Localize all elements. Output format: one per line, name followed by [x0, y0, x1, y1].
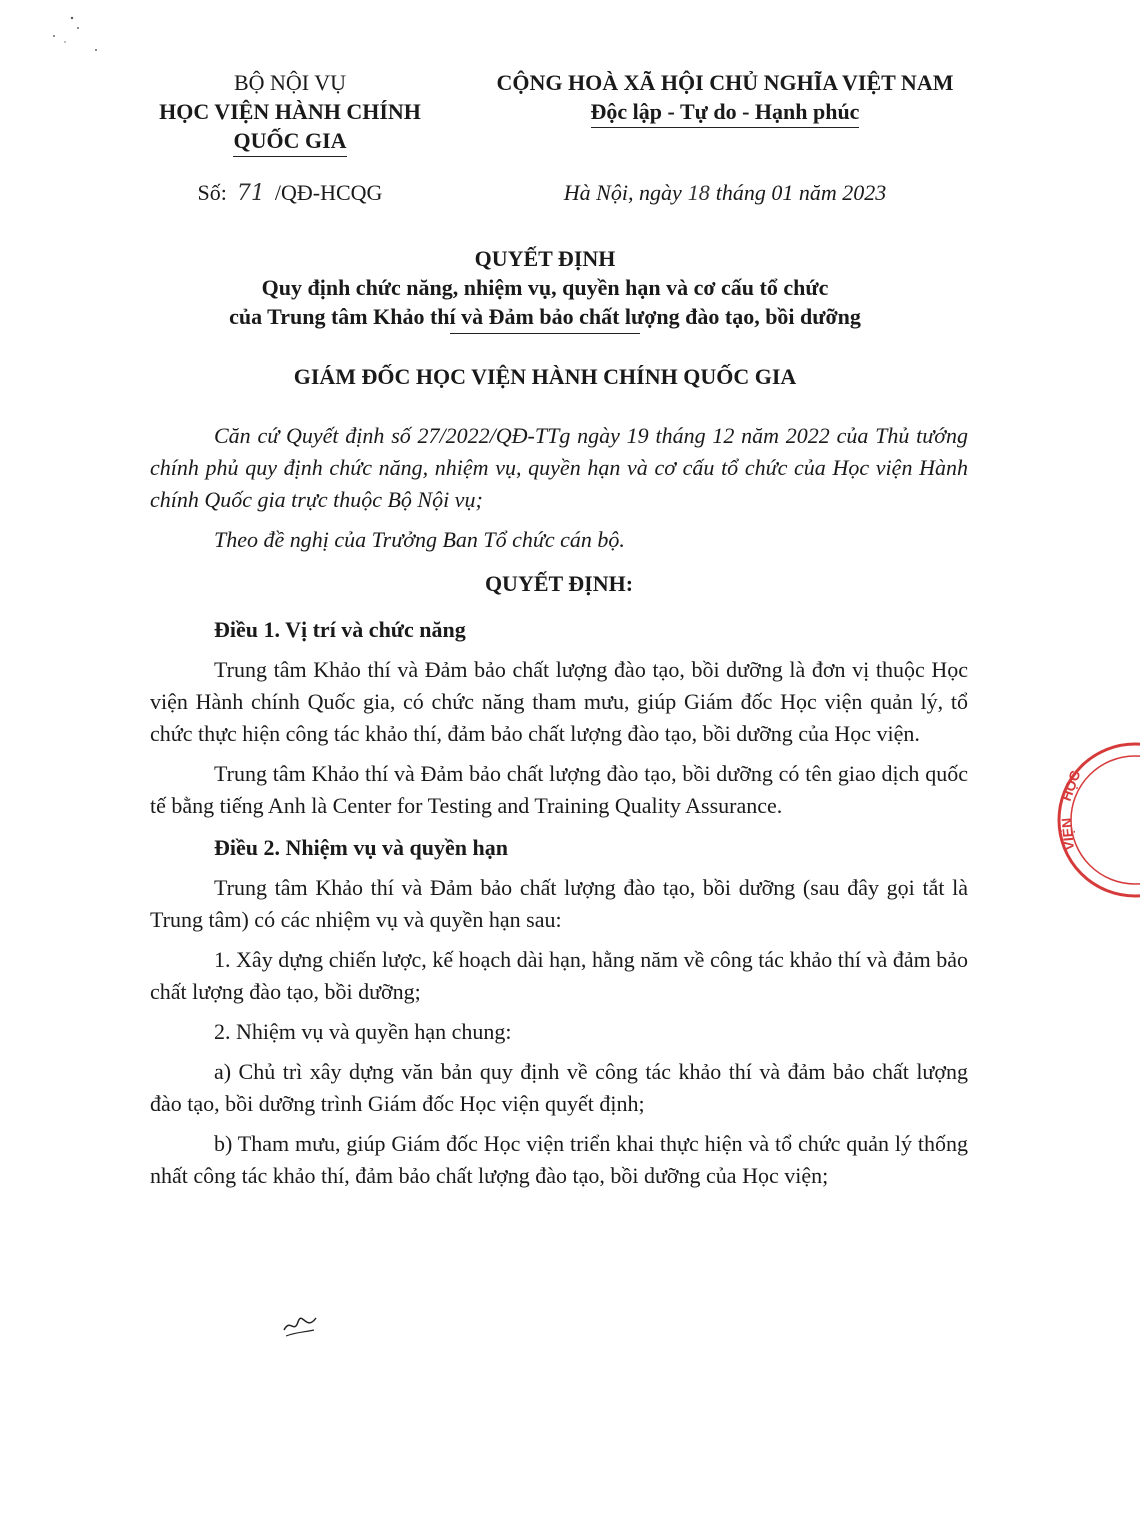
article-2-paragraph: Trung tâm Khảo thí và Đảm bảo chất lượng đào tạo, bồi dưỡng (sau đây gọi tắt là Trung tâm) có các nhiệm vụ và quyền hạn sau: [150, 875, 968, 932]
nation-name: CỘNG HOÀ XÃ HỘI CHỦ NGHĨA VIỆT NAM [496, 70, 954, 95]
doc-number-prefix: Số: [197, 180, 227, 205]
svg-text:VIỆN: VIỆN [1058, 817, 1077, 852]
scan-specks [30, 10, 110, 60]
document-type-heading: QUYẾT ĐỊNH [474, 246, 616, 271]
document-body [150, 420, 968, 1200]
place-and-date [470, 180, 980, 206]
decision-heading: QUYẾT ĐỊNH: [484, 571, 634, 596]
article-2-paragraph: 1. Xây dựng chiến lược, kế hoạch dài hạn, hằng năm về công tác khảo thí và đảm bảo chất lượng đào tạo, bồi dưỡng; [150, 947, 968, 1004]
place-date-part2: tháng 01 năm 2023 [715, 180, 887, 205]
issuing-authority-block [110, 68, 470, 157]
ministry-name: BỘ NỘI VỤ [233, 70, 347, 95]
preamble-basis: Căn cứ Quyết định số 27/2022/QĐ-TTg ngày 19 tháng 12 năm 2022 của Thủ tướng chính phủ quy định chức năng, nhiệm vụ, quyền hạn và cơ cấu tổ chức của Học viện Hành chính Quốc gia trực thuộc Bộ Nội vụ; [150, 423, 968, 512]
title-line1: Quy định chức năng, nhiệm vụ, quyền hạn và cơ cấu tổ chức [261, 275, 829, 300]
signing-authority-heading: GIÁM ĐỐC HỌC VIỆN HÀNH CHÍNH QUỐC GIA [293, 364, 797, 389]
article-1-title: Điều 1. Vị trí và chức năng [214, 617, 466, 642]
national-header-block [470, 68, 980, 128]
doc-number-handwritten: 71 [236, 181, 265, 206]
national-motto: Độc lập - Tự do - Hạnh phúc [591, 97, 860, 128]
institute-name-line2: QUỐC GIA [233, 126, 346, 157]
title-line2: của Trung tâm Khảo thí và Đảm bảo chất lượng đào tạo, bồi dưỡng [229, 304, 861, 329]
title-underline [450, 333, 640, 334]
document-number [110, 180, 470, 206]
date-day-handwritten: 18 [687, 180, 710, 205]
article-1-paragraph: Trung tâm Khảo thí và Đảm bảo chất lượng đào tạo, bồi dưỡng là đơn vị thuộc Học viện Hành chính Quốc gia, có chức năng tham mưu, giúp Giám đốc Học viện quản lý, tổ chức thực hiện công tác khảo thí, đảm bảo chất lượng đào tạo, bồi dưỡng của Học viện. [150, 657, 968, 746]
article-2-paragraph: 2. Nhiệm vụ và quyền hạn chung: [214, 1019, 512, 1044]
initial-mark-icon [280, 1310, 320, 1340]
svg-text:HỌC: HỌC [1057, 768, 1084, 804]
article-2-title: Điều 2. Nhiệm vụ và quyền hạn [214, 835, 509, 860]
preamble-proposal: Theo đề nghị của Trưởng Ban Tổ chức cán bộ. [214, 527, 625, 552]
article-2-paragraph: b) Tham mưu, giúp Giám đốc Học viện triển khai thực hiện và tổ chức quản lý thống nhất công tác khảo thí, đảm bảo chất lượng đào tạo, bồi dưỡng của Học viện; [150, 1131, 968, 1188]
red-seal-stamp [1040, 740, 1140, 900]
article-2-paragraph: a) Chủ trì xây dựng văn bản quy định về công tác khảo thí và đảm bảo chất lượng đào tạo, bồi dưỡng trình Giám đốc Học viện quyết định; [150, 1059, 968, 1116]
document-title-block [110, 244, 980, 334]
place-date-part1: Hà Nội, ngày [563, 180, 682, 205]
doc-number-suffix: /QĐ-HCQG [274, 180, 383, 205]
institute-name-line1: HỌC VIỆN HÀNH CHÍNH [159, 99, 421, 124]
article-1-paragraph: Trung tâm Khảo thí và Đảm bảo chất lượng đào tạo, bồi dưỡng có tên giao dịch quốc tế bằng tiếng Anh là Center for Testing and Training Quality Assurance. [150, 761, 968, 818]
